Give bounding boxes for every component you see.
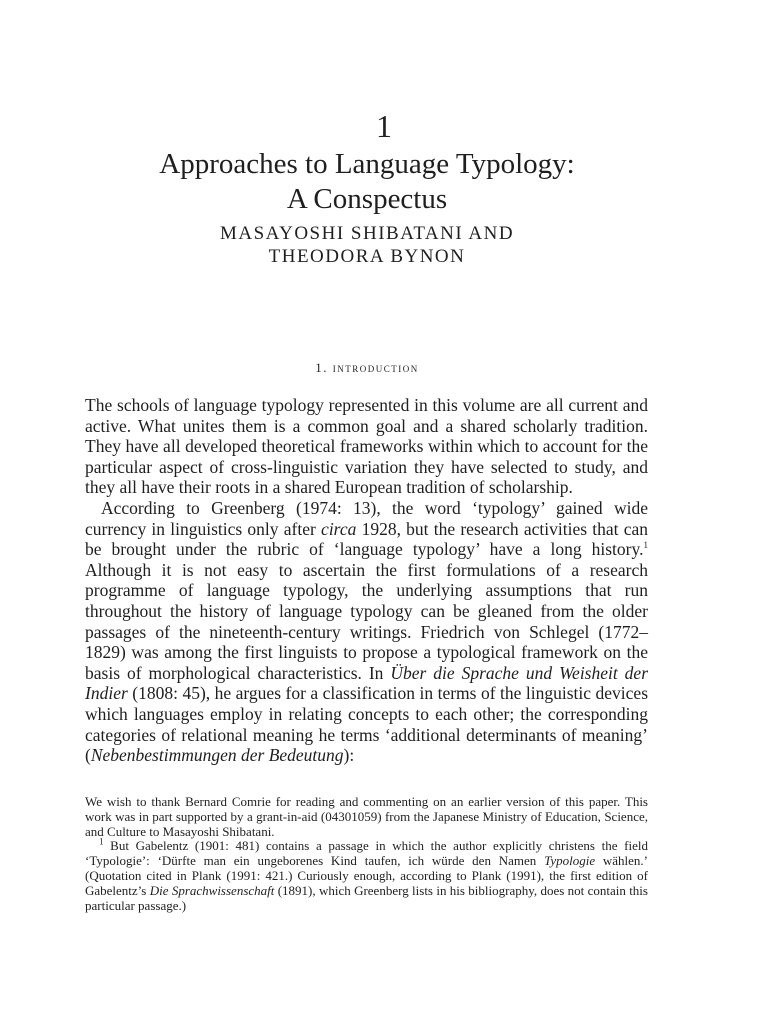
chapter-authors bbox=[0, 222, 734, 268]
italic-term: Nebenbestimmungen der Bedeutung bbox=[90, 745, 344, 766]
italic-book-title: Die Sprachwissenschaft bbox=[149, 882, 275, 898]
italic-typologie: Typologie bbox=[544, 853, 596, 869]
body-text bbox=[85, 395, 648, 766]
footnote-1-text: (1891), which Greenberg lists in his bibliography, does not contain this particular passage.) bbox=[85, 882, 648, 913]
italic-book-title: Über die Sprache und Weisheit der Indier bbox=[85, 662, 648, 704]
section-heading: 1. introduction bbox=[315, 360, 419, 375]
chapter-number: 1 bbox=[376, 108, 392, 144]
paragraph-2-text: 1928, but the research activities that can be brought under the rubric of ‘language typology’ have a long history. bbox=[85, 518, 648, 560]
italic-circa: circa bbox=[321, 518, 357, 539]
paragraph-2-text: Although it is not easy to ascertain the first formulations of a research programme of language typology, the underlying assumptions that run throughout the history of language typology can be gleaned from the older passages of the nineteenth-century writings. Friedrich von Schlegel (1772–1829) was among the first linguists to propose a typological framework on the basis of morphological characteristics. In bbox=[85, 559, 648, 683]
paragraph-1: The schools of language typology represented in this volume are all current and active. What unites them is a common goal and a shared scholarly tradition. They have all developed theoretical frameworks within which to account for the particular aspect of cross-linguistic variation they have selected to study, and they all have their roots in a shared European tradition of scholarship. bbox=[85, 395, 648, 498]
footnote-reference-1[interactable]: 1 bbox=[643, 540, 648, 551]
author-line-1: MASAYOSHI SHIBATANI AND bbox=[219, 223, 515, 244]
footnote-1-text: But Gabelentz (1901: 481) contains a passage in which the author explicitly christens the field ‘Typologie’: ‘Dürfte man ein ungeborenes Kind taufen, ich würde den Namen bbox=[85, 838, 648, 869]
paragraph-2-text: ): bbox=[343, 745, 355, 766]
footnote-1 bbox=[85, 839, 648, 913]
paragraph-2 bbox=[85, 498, 648, 766]
footnote-1-mark: 1 bbox=[99, 837, 104, 848]
author-line-2: THEODORA BYNON bbox=[268, 246, 466, 267]
paragraph-2-text: According to Greenberg (1974: 13), the word ‘typology’ gained wide currency in linguistics only after bbox=[85, 497, 648, 539]
paragraph-2-text: (1808: 45), he argues for a classification in terms of the linguistic devices which languages employ in relating concepts to each other; the corresponding categories of relational meaning he terms ‘additional determinants of meaning’ ( bbox=[85, 683, 648, 766]
chapter-title bbox=[0, 147, 734, 217]
footnotes bbox=[85, 795, 648, 913]
acknowledgement-note: We wish to thank Bernard Comrie for reading and commenting on an earlier version of this paper. This work was in part supported by a grant-in-aid (04301059) from the Japanese Ministry of Education, Science, and Culture to Masayoshi Shibatani. bbox=[85, 794, 648, 839]
chapter-title-line-2: A Conspectus bbox=[286, 183, 448, 215]
footnote-1-text: wählen.’ (Quotation cited in Plank (1991: 421.) Curiously enough, according to Plank (1991), the first edition of Gabelentz’s bbox=[85, 853, 648, 898]
chapter-title-line-1: Approaches to Language Typology: bbox=[159, 148, 575, 180]
